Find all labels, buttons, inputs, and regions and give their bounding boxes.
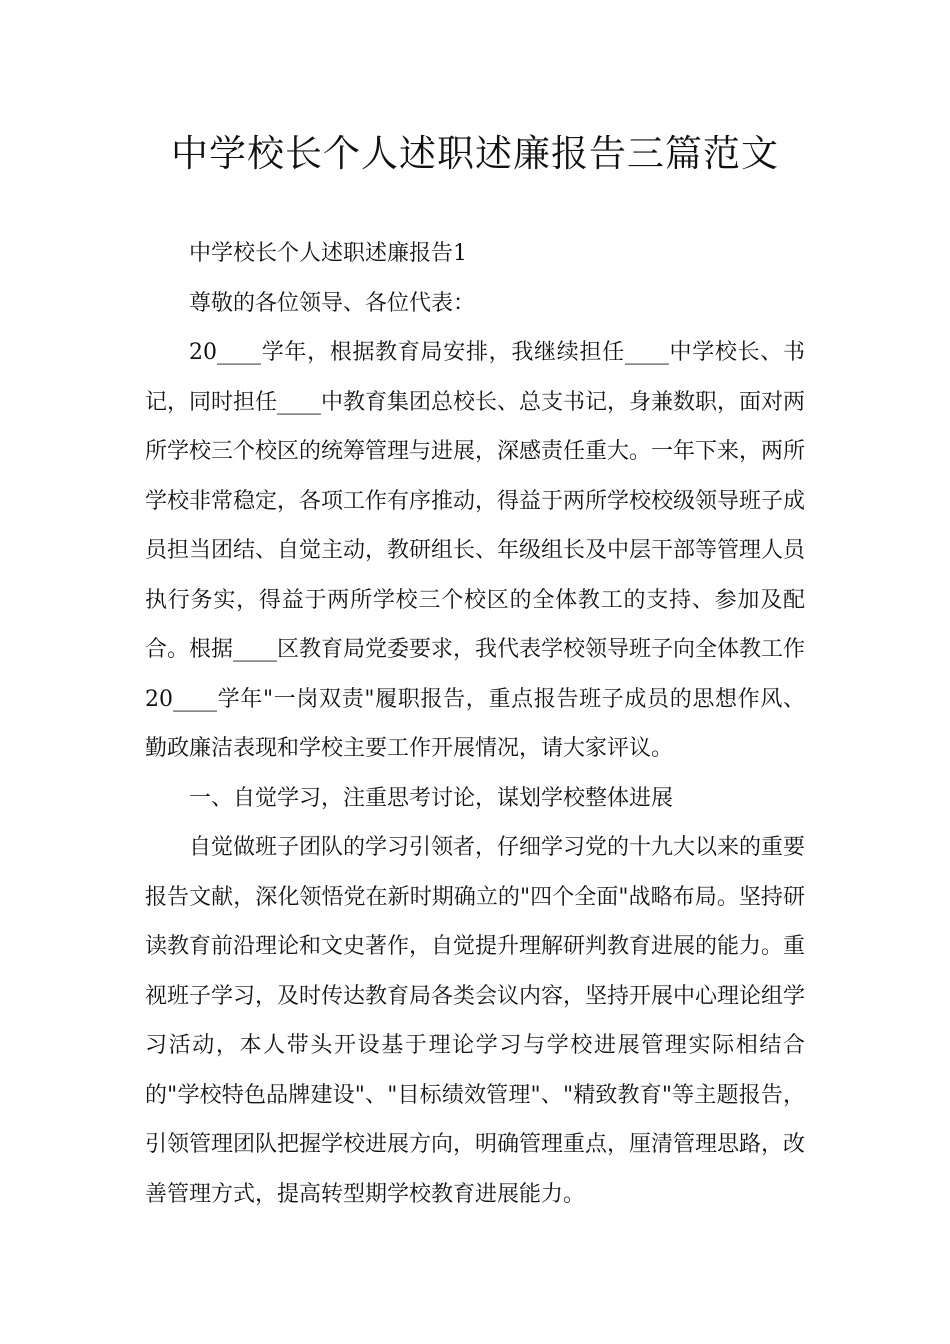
body-paragraph: 自觉做班子团队的学习引领者，仔细学习党的十九大以来的重要报告文献，深化领悟党在新时期确立的"四个全面"战略布局。坚持研读教育前沿理论和文史著作，自觉提升理解研判教育进展的能力。重视班子学习，及时传达教育局各类会议内容，坚持开展中心理论组学习活动，本人带头开设基于理论学习与学校进展管理实际相结合的"学校特色品牌建设"、"目标绩效管理"、"精致教育"等主题报告，引领管理团队把握学校进展方向，明确管理重点，厘清管理思路，改善管理方式，提高转型期学校教育进展能力。	[145, 835, 806, 1207]
body-paragraph: 20____学年，根据教育局安排，我继续担任____中学校长、书记，同时担任____中教育集团总校长、总支书记，身兼数职，面对两所学校三个校区的统筹管理与进展，深感责任重大。一年下来，两所学校非常稳定，各项工作有序推动，得益于两所学校校级领导班子成员担当团结、自觉主动，教研组长、年级组长及中层干部等管理人员执行务实，得益于两所学校三个校区的全体教工的支持、参加及配合。根据____区教育局党委要求，我代表学校领导班子向全体教工作20____学年"一岗双责"履职报告，重点报告班子成员的思想作风、勤政廉洁表现和学校主要工作开展情况，请大家评议。	[145, 340, 806, 761]
report-heading: 中学校长个人述职述廉报告1	[189, 241, 467, 266]
salutation: 尊敬的各位领导、各位代表：	[189, 290, 476, 316]
section-heading: 一、自觉学习，注重思考讨论，谋划学校整体进展	[189, 785, 674, 811]
document-body	[145, 229, 805, 1219]
document-title: 中学校长个人述职述廉报告三篇范文	[171, 132, 779, 175]
